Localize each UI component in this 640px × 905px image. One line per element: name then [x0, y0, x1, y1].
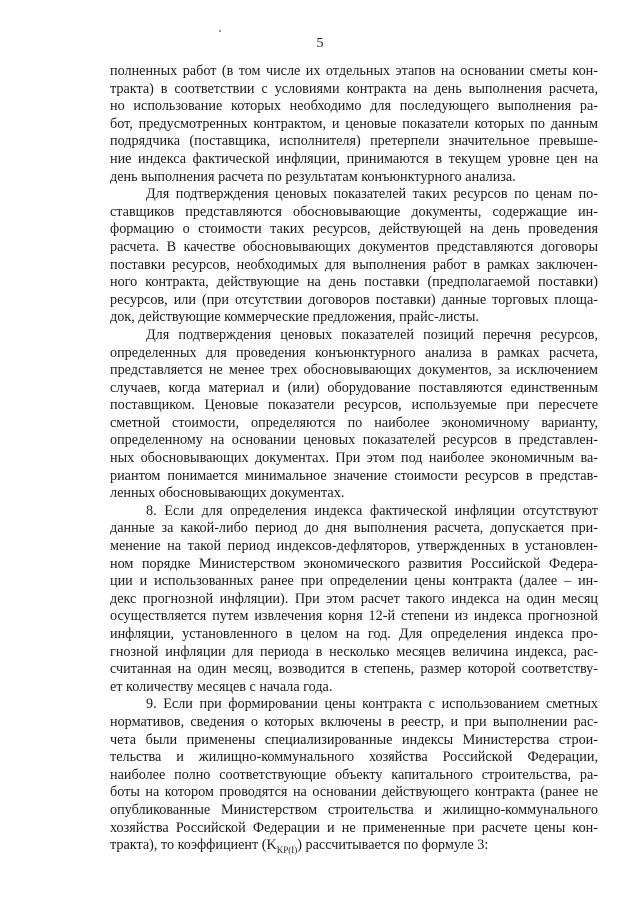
- text-line: случаев, когда материал и (или) оборудование поставляются единственным: [110, 379, 598, 396]
- text-line: док, действующие коммерческие предложения, прайс-листы.: [110, 309, 479, 326]
- text-line: инфляции, установленного в целом на год. Для определения индекса про-: [110, 626, 598, 642]
- text-line: бот, предусмотренных контрактом, и ценовые показатели которых по данным: [110, 115, 598, 132]
- text-line: ных обосновывающих документах. При этом под наиболее экономичным ва-: [110, 450, 598, 467]
- text-line: Для подтверждения ценовых показателей позиций перечня ресурсов,: [146, 326, 598, 343]
- text-line: формацию о стоимости таких ресурсов, действующей на день проведения: [110, 221, 598, 238]
- paragraph-item-9: [110, 696, 598, 854]
- text-line: риантом понимается минимальное значение стоимости ресурсов в представ-: [110, 467, 598, 484]
- text-line: тракта) в соответствии с условиями контракта на день выполнения расчета,: [110, 80, 598, 97]
- paragraph-item-8: [110, 503, 598, 697]
- text-line: ставщиков представляются обосновывающие документы, содержащие ин-: [110, 203, 598, 220]
- text-line: наиболее полно соответствующие объекту капитального строительства, ра-: [110, 766, 598, 783]
- text-line: ленных обосновывающих документах.: [110, 485, 345, 502]
- text-line: Для подтверждения ценовых показателей таких ресурсов по ценам по-: [146, 186, 598, 203]
- text-line: менение на такой период индексов-дефляторов, утвержденных в установлен-: [110, 538, 598, 555]
- paragraph-continuation: [110, 63, 598, 186]
- text-line: ет количеству месяцев с начала года.: [110, 678, 333, 695]
- text-line: но использование которых необходимо для последующего выполнения ра-: [110, 98, 598, 115]
- text-line: подрядчика (поставщика, исполнителя) претерпели значительное превыше-: [110, 133, 598, 150]
- text-line: чета были применены специализированные индексы Министерства строи-: [110, 731, 598, 748]
- text-line: 9. Если при формировании цены контракта с использованием сметных: [146, 696, 598, 713]
- text-line: ции и использованных ранее при определении цены контракта (далее – ин-: [110, 573, 598, 590]
- text-line: поставщиком. Ценовые показатели ресурсов, используемые при пересчете: [110, 397, 598, 414]
- text-line: полненных работ (в том числе их отдельных этапов на основании сметы кон-: [110, 63, 598, 79]
- text-line: сметной стоимости, определяются по наиболее экономичному варианту,: [110, 414, 598, 431]
- coefficient-subscript: KP(I): [276, 844, 298, 855]
- paragraph-supplier-prices: [110, 186, 598, 327]
- text-line: ного контракта, действующие на день поставки (предполагаемой поставки): [110, 274, 598, 291]
- text-line: ресурсов, или (при отсутствии договоров поставки) данные торговых площа-: [110, 291, 598, 308]
- text-line: боты на котором проводятся на основании действующего контракта (ранее не: [110, 784, 598, 801]
- text-line: определенных для проведения конъюнктурного анализа в рамках расчета,: [110, 344, 598, 361]
- text-line: декс прогнозной инфляции). При этом расчет такого индекса на один месяц: [110, 590, 598, 607]
- text-line: осуществляется путем извлечения корня 12-й степени из индекса прогнозной: [110, 608, 598, 625]
- text-line: хозяйства Российской Федерации и не примененные при расчете цены кон-: [110, 819, 598, 836]
- text-line: ние индекса фактической инфляции, принимаются в текущем уровне цен на: [110, 150, 598, 167]
- text-line: нормативов, сведения о которых включены в реестр, и при выполнении рас-: [110, 713, 598, 730]
- text-line: расчета. В качестве обосновывающих документов представляются договоры: [110, 238, 598, 255]
- text-line: представляется не менее трех обосновывающих документов, за исключением: [110, 362, 598, 379]
- scan-speck: [219, 30, 221, 32]
- text-line: считанная на один месяц, возводится в степень, размер которой соответству-: [110, 661, 598, 678]
- text-line: данные за какой-либо период до дня выполнения расчета, допускается при-: [110, 520, 598, 537]
- formula-reference-line: [110, 837, 598, 855]
- text-line: тельства и жилищно-коммунального хозяйства Российской Федерации,: [110, 749, 598, 766]
- paragraph-resource-list: [110, 327, 598, 503]
- text-line: ном порядке Министерством экономического развития Российской Федера-: [110, 555, 598, 572]
- text-line: 8. Если для определения индекса фактической инфляции отсутствуют: [146, 502, 598, 519]
- text-line: определенному на основании ценовых показателей ресурсов в представлен-: [110, 432, 598, 449]
- formula-text-after: ) рассчитывается по формуле 3:: [297, 837, 489, 854]
- text-line: опубликованные Министерством строительства и жилищно-коммунального: [110, 801, 598, 818]
- text-line: гнозной инфляции для периода в несколько месяцев величина индекса, рас-: [110, 643, 598, 660]
- text-line: поставки ресурсов, необходимых для выполнения работ в рамках заключен-: [110, 256, 598, 273]
- formula-text-before: тракта), то коэффициент (K: [110, 837, 277, 854]
- text-line: день выполнения расчета по результатам конъюнктурного анализа.: [110, 168, 516, 185]
- body-text: [110, 63, 598, 855]
- page-number: 5: [316, 36, 324, 51]
